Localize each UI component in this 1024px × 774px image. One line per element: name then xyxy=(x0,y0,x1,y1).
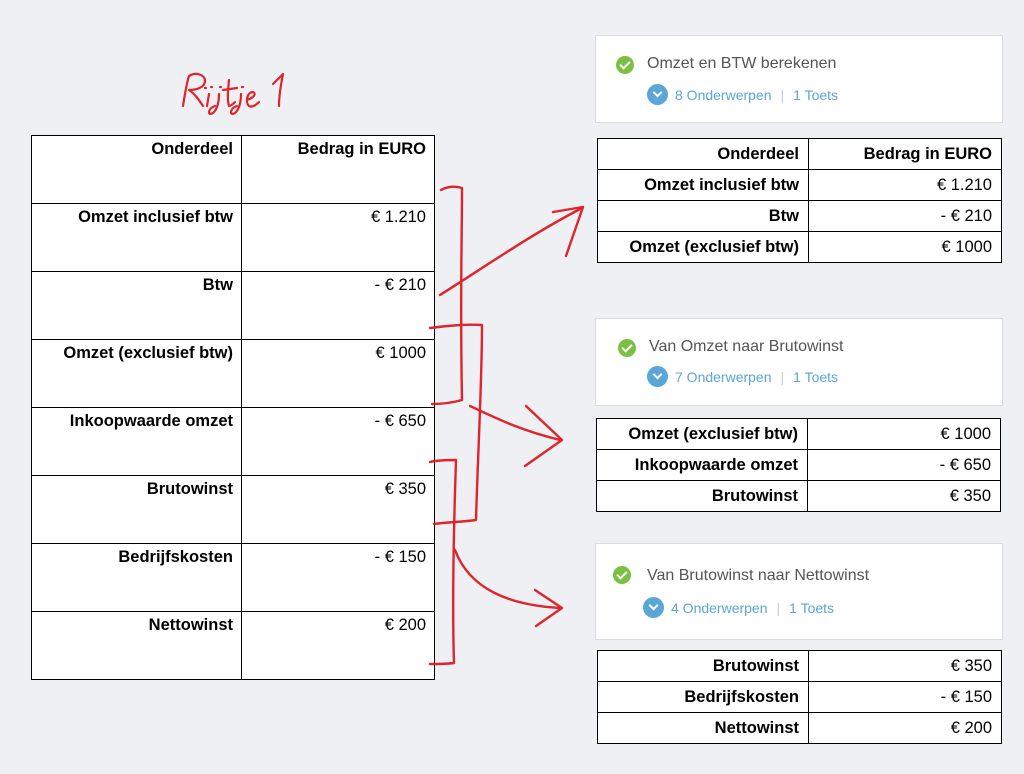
row-amount: - € 650 xyxy=(808,450,1001,481)
table-row xyxy=(32,340,435,408)
row-amount: - € 210 xyxy=(242,272,435,340)
row-label: Brutowinst xyxy=(597,481,808,512)
main-results-table xyxy=(31,135,435,680)
row-amount: € 200 xyxy=(242,612,435,680)
row-amount: € 200 xyxy=(809,713,1002,744)
table-row xyxy=(597,419,1001,450)
bracket-group-2 xyxy=(430,325,482,524)
table-row xyxy=(32,544,435,612)
check-icon xyxy=(613,566,631,584)
chevron-down-icon[interactable] xyxy=(647,366,668,387)
check-icon xyxy=(616,56,634,74)
table-row xyxy=(32,476,435,544)
course-card-nettowinst[interactable] xyxy=(595,543,1003,640)
tests-link[interactable]: 1 Toets xyxy=(793,368,839,385)
row-label: Inkoopwaarde omzet xyxy=(32,408,242,476)
separator: | xyxy=(780,86,785,103)
tests-link[interactable]: 1 Toets xyxy=(789,599,835,616)
row-amount: € 1.210 xyxy=(242,204,435,272)
sub-table-nettowinst xyxy=(597,650,1002,744)
table-row xyxy=(32,612,435,680)
row-label: Omzet (exclusief btw) xyxy=(32,340,242,408)
row-label: Nettowinst xyxy=(598,713,809,744)
row-amount: € 1000 xyxy=(809,232,1002,263)
row-amount: € 350 xyxy=(809,651,1002,682)
tests-link[interactable]: 1 Toets xyxy=(793,86,839,103)
table-row xyxy=(598,682,1002,713)
row-amount: - € 210 xyxy=(809,201,1002,232)
table-row xyxy=(598,170,1002,201)
table-header-row xyxy=(598,139,1002,170)
chevron-down-icon[interactable] xyxy=(647,84,668,105)
row-amount: - € 150 xyxy=(242,544,435,612)
topics-link[interactable]: 8 Onderwerpen xyxy=(675,86,772,103)
separator: | xyxy=(776,599,781,616)
row-label: Omzet inclusief btw xyxy=(598,170,809,201)
card-title: Van Brutowinst naar Nettowinst xyxy=(647,567,870,584)
chevron-down-icon[interactable] xyxy=(643,597,664,618)
table-row xyxy=(598,232,1002,263)
row-amount: € 350 xyxy=(242,476,435,544)
row-label: Omzet inclusief btw xyxy=(32,204,242,272)
table-header-row xyxy=(32,136,435,204)
row-amount: € 1000 xyxy=(242,340,435,408)
row-label: Omzet (exclusief btw) xyxy=(597,419,808,450)
table-row xyxy=(32,204,435,272)
table-row xyxy=(598,201,1002,232)
row-label: Inkoopwaarde omzet xyxy=(597,450,808,481)
row-label: Bedrijfskosten xyxy=(598,682,809,713)
row-label: Bedrijfskosten xyxy=(32,544,242,612)
row-amount: € 1.210 xyxy=(809,170,1002,201)
row-amount: - € 650 xyxy=(242,408,435,476)
topics-link[interactable]: 4 Onderwerpen xyxy=(671,599,768,616)
column-header-amount: Bedrag in EURO xyxy=(242,136,435,204)
row-amount: € 1000 xyxy=(808,419,1001,450)
arrow-to-table-2 xyxy=(470,406,560,440)
column-header-part: Onderdeel xyxy=(598,139,809,170)
table-row xyxy=(597,450,1001,481)
row-amount: € 350 xyxy=(808,481,1001,512)
row-label: Brutowinst xyxy=(32,476,242,544)
row-label: Omzet (exclusief btw) xyxy=(598,232,809,263)
check-icon xyxy=(618,339,636,357)
table-row xyxy=(598,713,1002,744)
row-label: Nettowinst xyxy=(32,612,242,680)
row-amount: - € 150 xyxy=(809,682,1002,713)
course-card-omzet-btw[interactable] xyxy=(595,35,1003,123)
column-header-amount: Bedrag in EURO xyxy=(809,139,1002,170)
table-row xyxy=(32,408,435,476)
arrow-to-table-1 xyxy=(440,208,582,295)
row-label: Brutowinst xyxy=(598,651,809,682)
separator: | xyxy=(780,368,785,385)
bracket-group-1 xyxy=(432,187,462,404)
table-row xyxy=(598,651,1002,682)
arrow-to-table-3 xyxy=(455,550,560,608)
sub-table-brutowinst xyxy=(596,418,1001,512)
column-header-part: Onderdeel xyxy=(32,136,242,204)
sub-table-omzet-btw xyxy=(597,138,1002,263)
card-title: Van Omzet naar Brutowinst xyxy=(649,338,844,355)
course-card-brutowinst[interactable] xyxy=(595,318,1003,406)
row-label: Btw xyxy=(32,272,242,340)
table-row xyxy=(597,481,1001,512)
handwritten-heading xyxy=(175,68,300,121)
table-row xyxy=(32,272,435,340)
row-label: Btw xyxy=(598,201,809,232)
card-title: Omzet en BTW berekenen xyxy=(647,55,837,72)
topics-link[interactable]: 7 Onderwerpen xyxy=(675,368,772,385)
